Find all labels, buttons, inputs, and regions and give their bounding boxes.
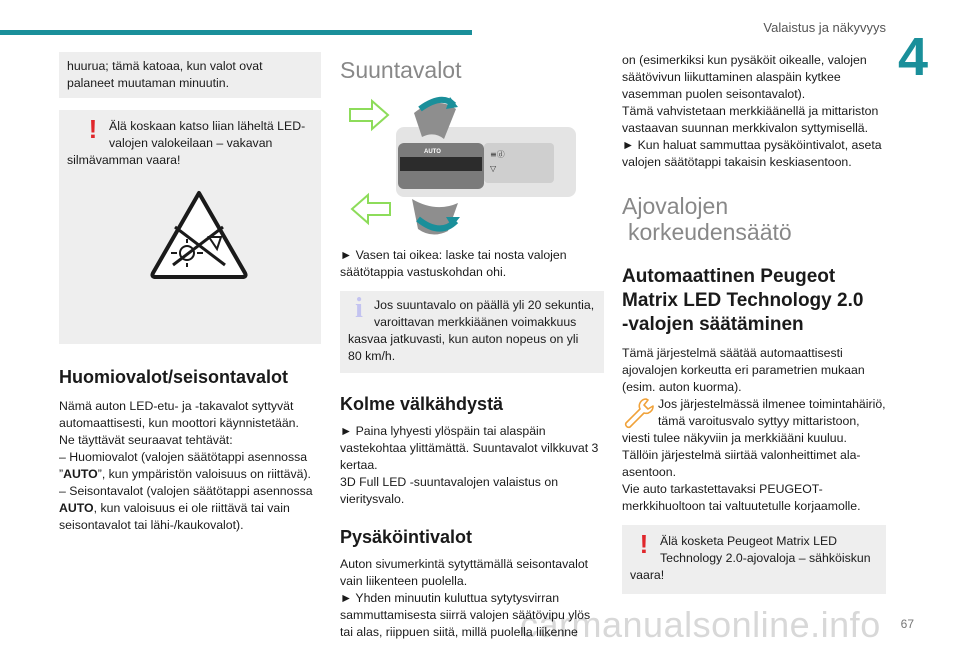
paragraph: viesti tulee näkyviin ja merkkiääni kuuluu. <box>622 431 847 445</box>
list-item-text: ”, kun ympäristön valoisuus on riittävä). <box>97 467 311 481</box>
warning-line: valojen valokeilaan – vakavan <box>109 136 273 150</box>
paragraph: Nämä auton LED-etu- ja -takavalot syttyvät automaattisesti, kun moottori käynnistetään. <box>59 399 299 430</box>
column-left <box>59 52 321 534</box>
svg-text:▽: ▽ <box>490 164 497 173</box>
warning-line: Älä kosketa Peugeot Matrix LED <box>660 534 838 548</box>
warning-line: silmävamman vaara! <box>67 153 181 167</box>
heading-matrix-led <box>622 265 886 337</box>
list-item-text: – Huomiovalot (valojen säätötappi asennossa ” <box>59 450 308 481</box>
paragraph: 3D Full LED -suuntavalojen valaistus on vieritysvalo. <box>340 475 559 506</box>
info-line: 80 km/h. <box>348 349 396 363</box>
list-item-text: – Seisontavalot (valojen säätötappi asennossa <box>59 484 313 498</box>
info-line: kasvaa jatkuvasti, kun auton nopeus on yli <box>348 332 579 346</box>
paragraph: Auton sivumerkintä sytyttämällä seisontavalot vain liikenteen puolella. <box>340 557 589 588</box>
paragraph: ► Vasen tai oikea: laske tai nosta valojen säätötappia vastuskohdan ohi. <box>340 248 567 279</box>
paragraph: ► Kun haluat sammuttaa pysäköintivalot, aseta valojen säätötappi takaisin keskiasentoon. <box>622 138 882 169</box>
paragraph: on (esimerkiksi kun pysäköit oikealle, valojen säätövivun liikuttaminen alaspäin kytkee vasemman puolen seisontavalot). <box>622 53 867 101</box>
list-item-bold: AUTO <box>59 501 94 515</box>
arrow-left-icon <box>352 195 390 223</box>
info-line: varoittavan merkkiäänen voimakkuus <box>374 315 577 329</box>
section-title: Valaistus ja näkyvyys <box>763 20 886 35</box>
paragraph: ► Yhden minuutin kuluttua sytytysvirran sammuttamisesta siirrä valojen säätövipu ylös tai alas, riippuen siitä, millä puolella liikenne <box>340 591 591 639</box>
arrow-right-icon <box>350 101 388 129</box>
heading-line: Matrix LED Technology 2.0 <box>622 290 864 311</box>
turn-signal-stalk-illustration <box>340 91 604 239</box>
info-box <box>340 291 604 373</box>
watermark: carmanualsonline.info <box>520 604 881 645</box>
heading-ajovalojen <box>622 193 886 245</box>
stalk-auto-label: AUTO <box>424 149 441 155</box>
fault-line: Jos järjestelmässä ilmenee toimintahäiriö, <box>658 397 886 411</box>
heading-line: -valojen säätäminen <box>622 314 804 335</box>
paragraph: Tämä järjestelmä säätää automaattisesti ajovalojen korkeutta eri parametrien mukaan (esim. auton kuorma). <box>622 346 865 394</box>
warning-box-led <box>59 110 321 344</box>
paragraph: Tällöin järjestelmä siirtää valonheittimet ala-asentoon. <box>622 448 861 479</box>
page-number: 67 <box>900 617 914 631</box>
column-right <box>622 52 886 594</box>
paragraph: Ne täyttävät seuraavat tehtävät: <box>59 433 233 447</box>
wrench-icon <box>622 396 654 430</box>
info-icon: i <box>355 293 363 324</box>
fault-notice <box>622 396 886 430</box>
warning-icon: ! <box>88 114 98 144</box>
intro-text: huurua; tämä katoaa, kun valot ovat palaneet muutaman minuutin. <box>67 59 263 90</box>
fault-line: tämä varoitusvalo syttyy mittaristoon, <box>658 414 860 428</box>
do-not-look-triangle-icon <box>147 187 251 281</box>
header-accent-bar <box>0 30 472 35</box>
heading-kolme: Kolme välkähdystä <box>340 394 504 414</box>
paragraph: ► Paina lyhyesti ylöspäin tai alaspäin vastekohtaa ylittämättä. Suuntavalot vilkkuvat 3 kertaa. <box>340 424 599 472</box>
list-item <box>59 449 321 483</box>
heading-huomiovalot: Huomiovalot/seisontavalot <box>59 367 289 387</box>
svg-text:≡ⓓ: ≡ⓓ <box>490 150 505 159</box>
heading-pysakointi: Pysäköintivalot <box>340 527 473 547</box>
warning-line: vaara! <box>630 568 665 582</box>
column-middle <box>340 52 604 641</box>
paragraph: Vie auto tarkastettavaksi PEUGEOT-merkkihuoltoon tai valtuutetulle korjaamolle. <box>622 482 861 513</box>
warning-box-matrix <box>622 525 886 594</box>
paragraph: Tämä vahvistetaan merkkiäänellä ja mittariston vastaavan suunnan merkkivalon syttymisellä. <box>622 104 879 135</box>
list-item-bold: AUTO <box>63 467 98 481</box>
heading-line: Ajovalojen <box>622 193 729 219</box>
heading-line: korkeudensäätö <box>628 219 792 245</box>
chapter-number: 4 <box>898 27 929 87</box>
warning-icon: ! <box>639 529 649 559</box>
heading-suuntavalot: Suuntavalot <box>340 57 462 83</box>
list-item-text: , kun valoisuus ei ole riittävä tai vain seisontavalot tai lähi-/kaukovalot). <box>59 501 290 532</box>
list-item <box>59 483 321 534</box>
warning-line: Älä koskaan katso liian läheltä LED- <box>109 119 306 133</box>
warning-line: Technology 2.0-ajovaloja – sähköiskun <box>660 551 871 565</box>
heading-line: Automaattinen Peugeot <box>622 266 836 287</box>
intro-box <box>59 52 321 98</box>
info-line: Jos suuntavalo on päällä yli 20 sekuntia, <box>374 298 595 312</box>
